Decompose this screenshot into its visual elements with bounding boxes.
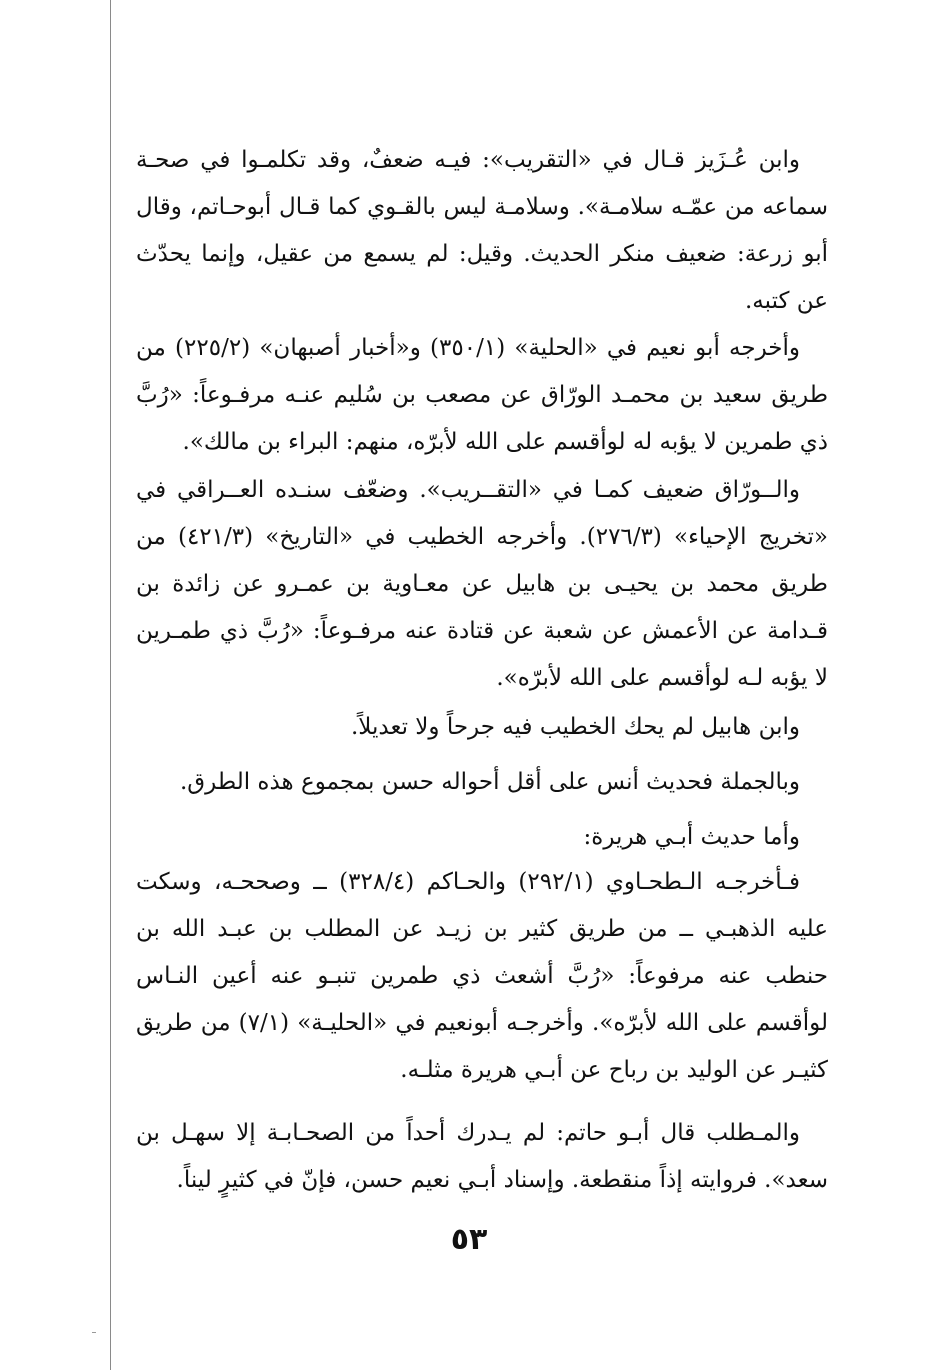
paragraph-abu-nuaym: وأخرجه أبو نعيم في «الحلية» (٣٥٠/١) و«أخبار أصبهان» (٢٢٥/٢) من طريق سعيد بن محمـد الورّاق عن مصعب بن سُليم عنـه مرفـوعاً: «رُبَّ ذي طمرين لا يؤبه له لوأقسم على الله لأبرّه، منهم: البراء بن مالك». bbox=[136, 335, 828, 455]
page-number: ٥٣ bbox=[450, 1222, 488, 1257]
heading-abu-hurayra: وأما حديث أبـي هريرة: bbox=[583, 824, 800, 850]
page-edge-line bbox=[110, 0, 111, 1370]
paragraph-tahawi-hakim: فـأخرجـه الـطحـاوي (٢٩٢/١) والحـاكم (٣٢٨/٤) ــ وصححـه، وسكت عليه الذهبـي ــ من طريق كثير بن زيـد عن المطلب بن عبـد الله بن حنطب عنه مرفوعاً: «رُبَّ أشعث ذي طمرين تنبـو عنه أعين النـاس لوأقسم على الله لأبرّه». وأخرجـه أبونعيم في «الحليـة» (٧/١) من طريق كثيـر عن الوليد بن رباح عن أبـي هريرة مثلـه. bbox=[136, 869, 828, 1083]
paragraph-muttalib: والمـطلب قال أبـو حاتم: لم يـدرك أحداً من الصحـابـة إلا سهـل بن سعد». فروايته إذاً منقطعة. وإسناد أبـي نعيم حسن، فإنّ في كثيرٍ ليناً. bbox=[136, 1120, 828, 1193]
paragraph-summary-anas: وبالجملة فحديث أنس على أقل أحواله حسن بمجموع هذه الطرق. bbox=[179, 769, 800, 795]
paragraph-warraq: والــورّاق ضعيف كمـا في «التقــريب». وضعّف سنـده العــراقي في «تخريج الإحياء» (٢٧٦/٣). وأخرجه الخطيب في «التاريخ» (٤٢١/٣) من طريق محمد بن يحيـى بن هابيل عن معـاوية بن عمـرو عن زائدة بن قـدامة عن الأعمش عن شعبة عن قتادة عنه مرفـوعاً: «رُبَّ ذي طمـرين لا يؤبه لـه لوأقسم على الله لأبرّه». bbox=[136, 477, 828, 691]
paragraph-ibn-uzayz: وابن عُـزَيز قـال في «التقريب»: فيـه ضعفٌ، وقد تكلمـوا في صحـة سماعه من عمّـه سلامـة». وسلامـة ليس بالقـوي كما قـال أبوحـاتم، وقال أبو زرعة: ضعيف منكر الحديث. وقيل: لم يسمع من عقيل، وإنما يحدّث عن كتبه. bbox=[136, 147, 828, 314]
paragraph-ibn-habil: وابن هابيل لم يحك الخطيب فيه جرحاً ولا تعديلاً. bbox=[350, 714, 800, 740]
scan-mark bbox=[92, 1332, 96, 1333]
